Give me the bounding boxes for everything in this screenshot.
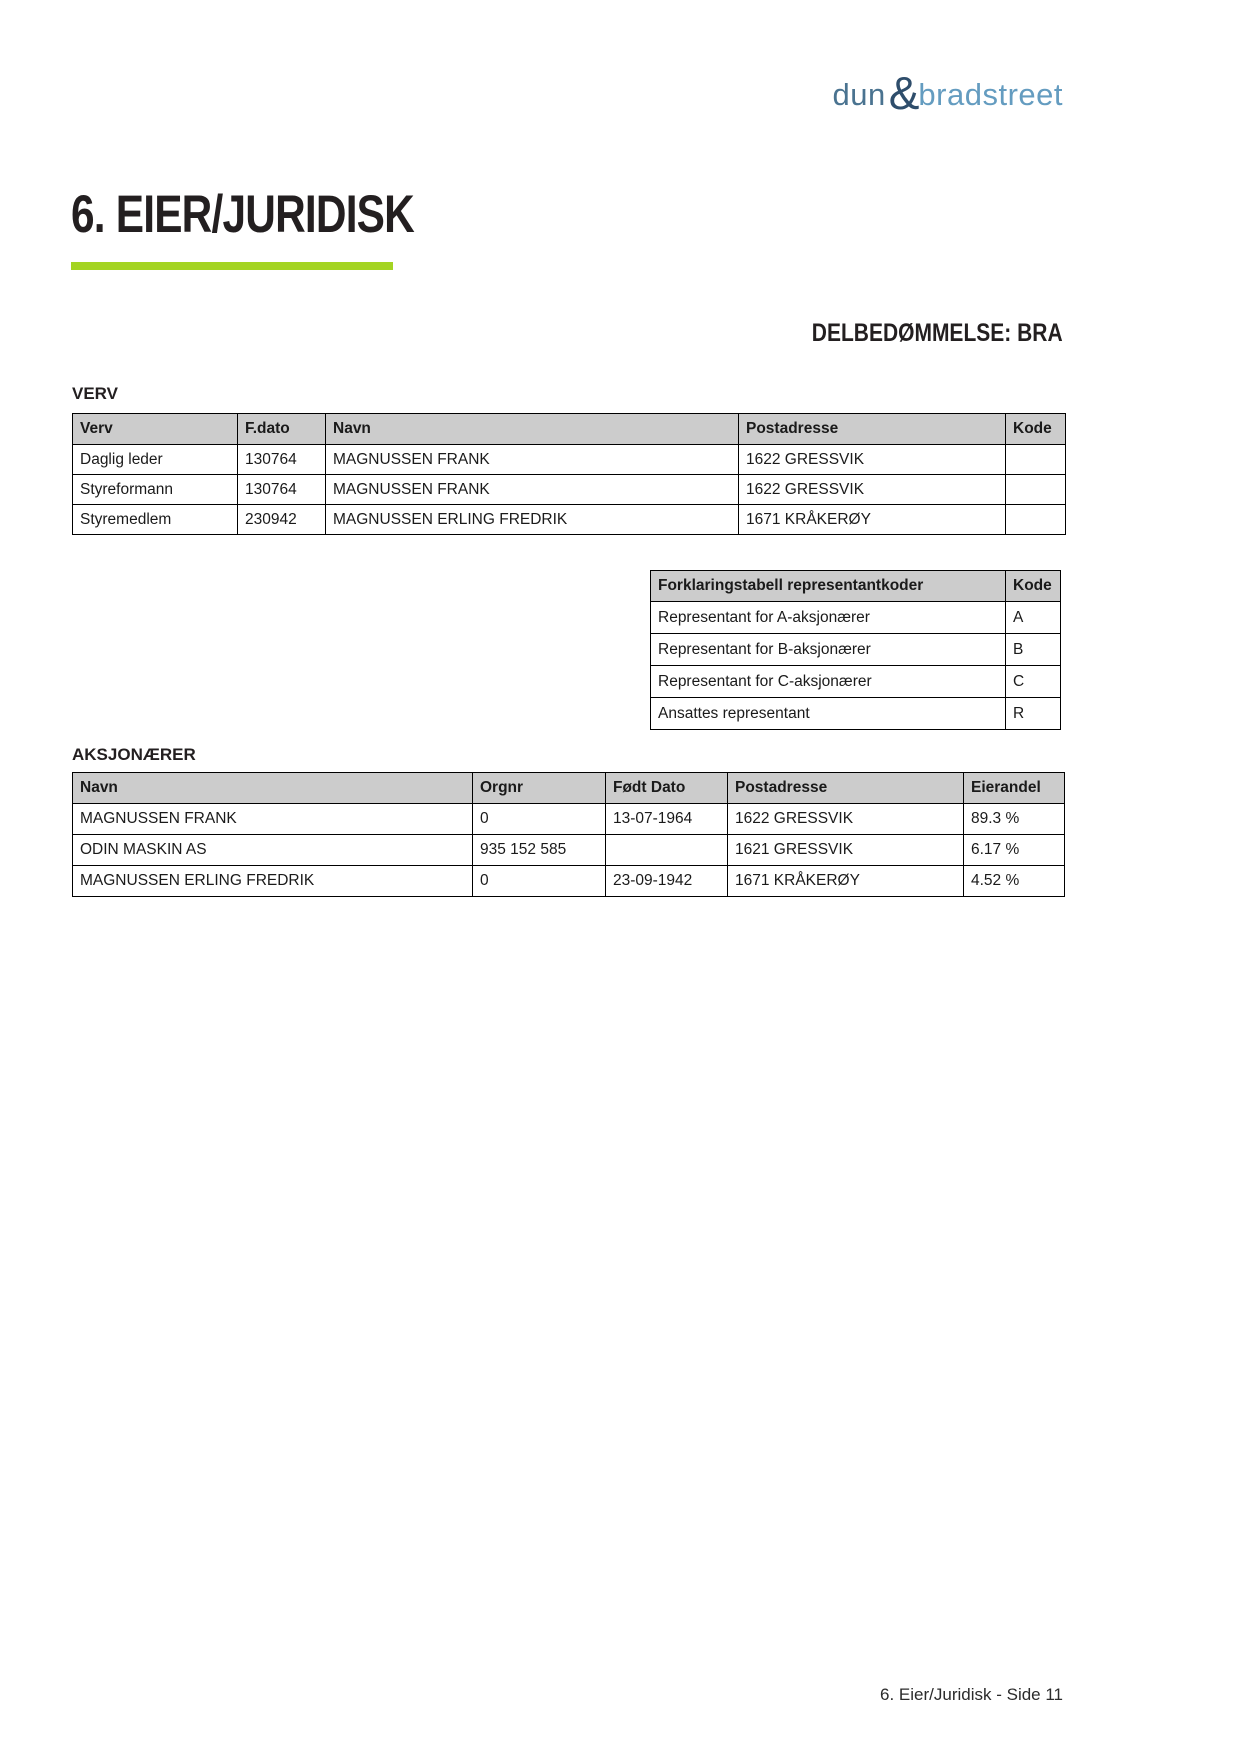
table-cell: Styreformann	[73, 475, 238, 505]
table-cell: 1622 GRESSVIK	[739, 475, 1006, 505]
table-cell: 23-09-1942	[606, 866, 728, 897]
title-underline-bar	[71, 262, 393, 270]
table-cell: Styremedlem	[73, 505, 238, 535]
table-row	[73, 445, 1066, 475]
table-row	[651, 634, 1061, 666]
table-row	[73, 804, 1065, 835]
column-header: Postadresse	[728, 773, 964, 804]
column-header: Født Dato	[606, 773, 728, 804]
table-cell: 89.3 %	[964, 804, 1065, 835]
table-cell: B	[1006, 634, 1061, 666]
page-title: 6. EIER/JURIDISK	[71, 185, 414, 244]
table-cell: MAGNUSSEN ERLING FREDRIK	[73, 866, 473, 897]
table-cell	[606, 835, 728, 866]
verv-section-label: VERV	[72, 384, 118, 403]
column-header: Kode	[1006, 414, 1066, 445]
column-header: Kode	[1006, 571, 1061, 602]
table-cell: 130764	[238, 475, 326, 505]
table-row	[651, 602, 1061, 634]
aksjonaerer-section-label: AKSJONÆRER	[72, 745, 196, 764]
column-header: Navn	[326, 414, 739, 445]
table-row	[73, 505, 1066, 535]
table-header-row	[73, 773, 1065, 804]
table-cell: 1671 KRÅKERØY	[728, 866, 964, 897]
table-cell	[1006, 475, 1066, 505]
table-header-row	[73, 414, 1066, 445]
table-cell: C	[1006, 666, 1061, 698]
column-header: F.dato	[238, 414, 326, 445]
table-row	[651, 666, 1061, 698]
dun-bradstreet-logo	[832, 67, 1064, 119]
table-header-row	[651, 571, 1061, 602]
column-header: Eierandel	[964, 773, 1065, 804]
table-cell: MAGNUSSEN FRANK	[73, 804, 473, 835]
table-cell: 1622 GRESSVIK	[728, 804, 964, 835]
table-row	[73, 835, 1065, 866]
table-cell: MAGNUSSEN FRANK	[326, 475, 739, 505]
logo-ampersand-icon: &	[888, 67, 920, 119]
table-row	[73, 475, 1066, 505]
table-cell: 130764	[238, 445, 326, 475]
table-cell: R	[1006, 698, 1061, 730]
table-cell: A	[1006, 602, 1061, 634]
table-cell	[1006, 505, 1066, 535]
representative-codes-table	[650, 570, 1061, 730]
table-cell	[1006, 445, 1066, 475]
table-cell: 1621 GRESSVIK	[728, 835, 964, 866]
verv-table	[72, 413, 1066, 535]
table-cell: Representant for B-aksjonærer	[651, 634, 1006, 666]
table-cell: Representant for C-aksjonærer	[651, 666, 1006, 698]
table-cell: Representant for A-aksjonærer	[651, 602, 1006, 634]
logo-word-dun: dun	[832, 77, 886, 112]
table-cell: 1622 GRESSVIK	[739, 445, 1006, 475]
table-cell: 935 152 585	[473, 835, 606, 866]
table-cell: 0	[473, 866, 606, 897]
table-row	[73, 866, 1065, 897]
table-cell: ODIN MASKIN AS	[73, 835, 473, 866]
table-cell: MAGNUSSEN FRANK	[326, 445, 739, 475]
table-cell: 230942	[238, 505, 326, 535]
table-cell: 1671 KRÅKERØY	[739, 505, 1006, 535]
table-cell: 13-07-1964	[606, 804, 728, 835]
column-header: Navn	[73, 773, 473, 804]
table-cell: 4.52 %	[964, 866, 1065, 897]
table-cell: MAGNUSSEN ERLING FREDRIK	[326, 505, 739, 535]
table-row	[651, 698, 1061, 730]
section-rating: DELBEDØMMELSE: BRA	[812, 319, 1063, 347]
page-footer: 6. Eier/Juridisk - Side 11	[880, 1685, 1063, 1704]
table-cell: Daglig leder	[73, 445, 238, 475]
column-header: Postadresse	[739, 414, 1006, 445]
logo-word-bradstreet: bradstreet	[918, 77, 1063, 112]
column-header: Orgnr	[473, 773, 606, 804]
table-cell: 6.17 %	[964, 835, 1065, 866]
column-header: Verv	[73, 414, 238, 445]
shareholders-table	[72, 772, 1065, 897]
column-header: Forklaringstabell representantkoder	[651, 571, 1006, 602]
table-cell: Ansattes representant	[651, 698, 1006, 730]
table-cell: 0	[473, 804, 606, 835]
